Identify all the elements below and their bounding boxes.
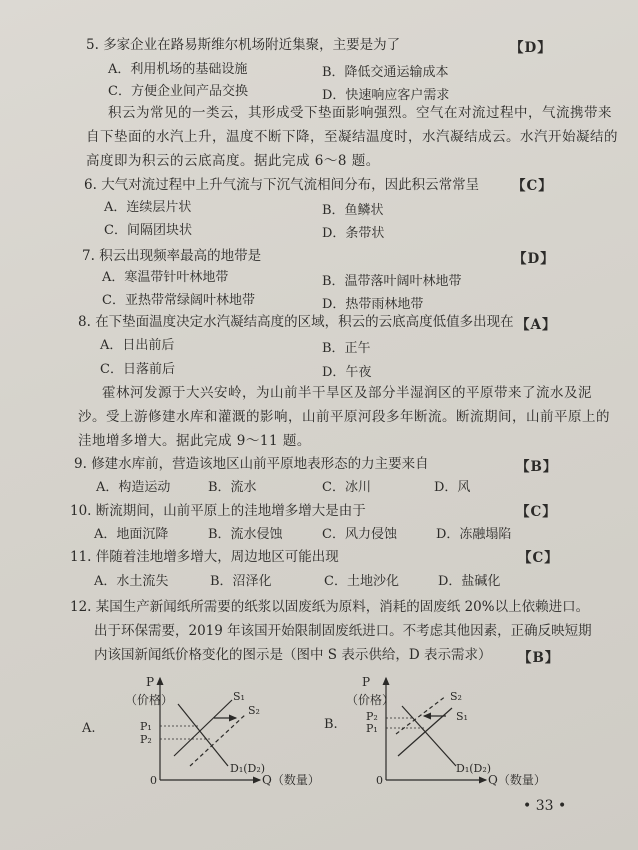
figure-label: B. (324, 717, 338, 732)
passage-line: 积云为常见的一类云，其形成受下垫面影响强烈。空气在对流过程中，气流携带来 (108, 105, 612, 121)
option-b: B．流水侵蚀 (208, 527, 283, 542)
question-stem-line: 出于环保需要，2019 年该国开始限制固废纸进口。不考虑其他因素，正确反映短期 (94, 623, 592, 639)
question-12 (70, 598, 589, 616)
question-number: 12. (70, 599, 92, 615)
answer-badge: 【C】 (516, 504, 557, 520)
y-axis-label: P (362, 675, 371, 689)
question-number: 10. (70, 503, 92, 519)
option-a: A．水土流失 (94, 574, 169, 589)
option-d: D．风 (434, 480, 471, 495)
option-b: B．鱼鳞状 (322, 203, 384, 218)
option-a: A．地面沉降 (94, 527, 169, 542)
answer-badge: 【C】 (518, 550, 559, 566)
answer-badge: 【D】 (510, 40, 552, 56)
question-number: 6. (84, 177, 97, 193)
figure-label: A. (82, 721, 96, 736)
option-c: C．方便企业间产品交换 (108, 84, 248, 99)
question-stem-line: 内该国新闻纸价格变化的图示是（图中 S 表示供给，D 表示需求） (94, 647, 492, 663)
s1-label: S₁ (456, 710, 468, 723)
option-b: B．降低交通运输成本 (322, 65, 449, 80)
question-10 (70, 502, 366, 520)
x-axis-label: Q（数量） (488, 773, 546, 787)
option-d: D．盐碱化 (438, 574, 501, 589)
option-b: B．沼泽化 (210, 574, 272, 589)
s1-label: S₁ (233, 690, 245, 703)
question-stem: 积云出现频率最高的地带是 (99, 248, 262, 264)
question-number: 7. (82, 248, 95, 264)
option-a: A．构造运动 (96, 480, 171, 495)
origin-label: 0 (150, 774, 157, 787)
option-c: C．冰川 (322, 480, 371, 495)
supply-curve-s2 (396, 696, 446, 734)
option-a: A．利用机场的基础设施 (108, 62, 248, 77)
passage-line: 霍林河发源于大兴安岭，为山前半干旱区及部分半湿润区的平原带来了流水及泥 (102, 385, 592, 401)
passage-line: 高度即为积云的云底高度。据此完成 6～8 题。 (86, 153, 380, 169)
option-c: C．亚热带常绿阔叶林地带 (102, 293, 255, 308)
origin-label: 0 (376, 774, 383, 787)
question-8 (78, 313, 514, 331)
y-axis-sublabel: （价格） (346, 693, 395, 707)
question-9 (74, 455, 429, 473)
demand-curve (178, 704, 228, 766)
option-b: B．正午 (322, 341, 371, 356)
answer-badge: 【B】 (516, 459, 558, 475)
option-a: A．寒温带针叶林地带 (102, 270, 229, 285)
price-lower-label: P₂ (140, 733, 152, 746)
option-a: A．连续层片状 (104, 200, 192, 215)
page-number: • 33 • (523, 798, 567, 814)
question-number: 5. (86, 37, 99, 53)
question-number: 8. (78, 314, 91, 330)
answer-badge: 【C】 (512, 178, 553, 194)
supply-curve-s1 (174, 700, 232, 756)
price-upper-label: P₁ (140, 720, 152, 733)
option-b: B．温带落叶阔叶林地带 (322, 274, 462, 289)
passage-line: 洼地增多增大。据此完成 9～11 题。 (78, 433, 311, 449)
s2-label: S₂ (248, 704, 260, 717)
option-d: D．快速响应客户需求 (322, 88, 450, 103)
price-lower-label: P₁ (366, 722, 378, 735)
option-c: C．日落前后 (100, 362, 175, 377)
option-d: D．条带状 (322, 226, 385, 241)
answer-badge: 【A】 (516, 317, 557, 333)
figure-a-supply-demand (80, 668, 320, 788)
demand-label: D₁(D₂) (230, 762, 266, 775)
supply-curve-s2 (190, 714, 246, 766)
question-11 (70, 548, 339, 566)
y-axis-sublabel: （价格） (125, 693, 174, 707)
option-d: D．冻融塌陷 (436, 527, 512, 542)
s2-label: S₂ (450, 690, 462, 703)
question-number: 11. (70, 549, 92, 565)
option-d: D．热带雨林地带 (322, 297, 424, 312)
question-stem: 修建水库前，营造该地区山前平原地表形态的力主要来自 (91, 456, 429, 472)
question-6 (84, 176, 479, 194)
question-number: 9. (74, 456, 87, 472)
question-stem: 伴随着洼地增多增大，周边地区可能出现 (95, 549, 339, 565)
option-b: B．流水 (208, 480, 257, 495)
y-axis-label: P (146, 675, 155, 689)
answer-badge: 【D】 (513, 251, 555, 267)
passage-line: 自下垫面的水汽上升，温度不断下降，至凝结温度时，水汽凝结成云。水汽开始凝结的 (86, 129, 618, 145)
price-upper-label: P₂ (366, 710, 378, 723)
question-stem: 多家企业在路易斯维尔机场附近集聚，主要是为了 (103, 37, 401, 53)
demand-curve (402, 706, 456, 766)
figure-b-supply-demand (300, 668, 560, 788)
option-d: D．午夜 (322, 365, 372, 380)
question-5 (86, 36, 400, 54)
option-a: A．日出前后 (100, 338, 175, 353)
question-stem: 大气对流过程中上升气流与下沉气流相间分布，因此积云常常呈 (101, 177, 480, 193)
question-stem: 在下垫面温度决定水汽凝结高度的区域，积云的云底高度低值多出现在 (95, 314, 514, 330)
option-c: C．风力侵蚀 (322, 527, 397, 542)
question-stem: 断流期间，山前平原上的洼地增多增大是由于 (95, 503, 366, 519)
x-axis-label: Q（数量） (262, 773, 320, 787)
demand-label: D₁(D₂) (456, 762, 492, 775)
option-c: C．间隔团块状 (104, 223, 192, 238)
option-c: C．土地沙化 (324, 574, 399, 589)
question-stem: 某国生产新闻纸所需要的纸浆以固废纸为原料，消耗的固废纸 20%以上依赖进口。 (95, 599, 590, 615)
passage-line: 沙。受上游修建水库和灌溉的影响，山前平原河段多年断流。断流期间，山前平原上的 (78, 409, 610, 425)
answer-badge: 【B】 (518, 650, 560, 666)
question-7 (82, 247, 261, 265)
